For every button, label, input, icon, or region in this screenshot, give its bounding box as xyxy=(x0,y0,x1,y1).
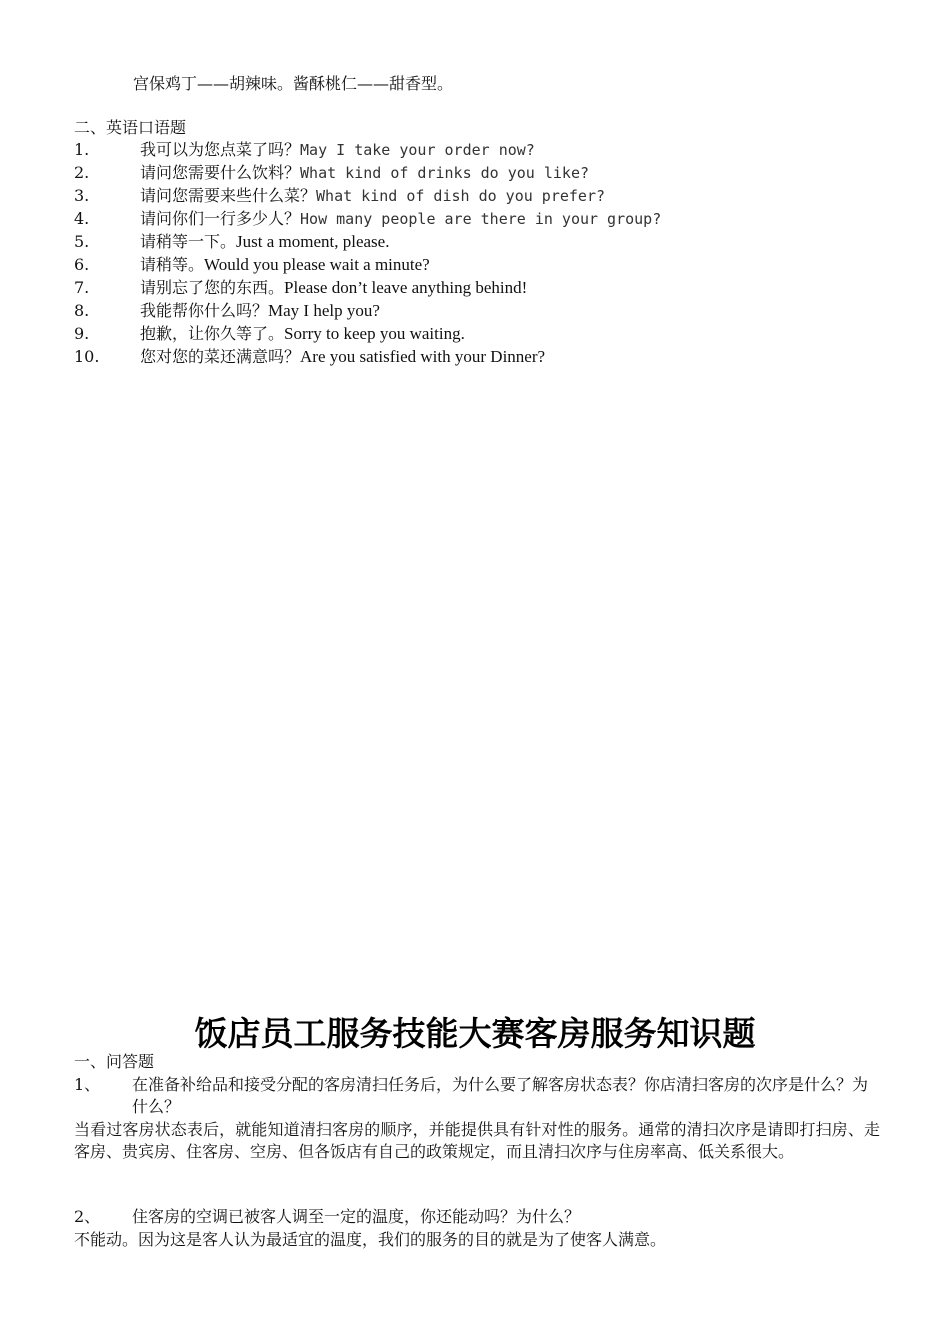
english-phrase: May I take your order now? xyxy=(300,141,535,159)
english-phrase: Sorry to keep you waiting. xyxy=(284,324,465,343)
item-number: 5. xyxy=(74,232,90,251)
chinese-phrase: 请问你们一行多少人？ xyxy=(140,209,301,228)
question-2 xyxy=(74,1206,880,1228)
intro-line: 宫保鸡丁——胡辣味。酱酥桃仁——甜香型。 xyxy=(133,74,454,93)
list-item xyxy=(74,301,874,324)
question-text: 住客房的空调已被客人调至一定的温度，你还能动吗？为什么？ xyxy=(132,1207,581,1226)
english-phrase: What kind of drinks do you like? xyxy=(300,164,589,182)
chinese-phrase: 请稍等。 xyxy=(140,255,205,274)
list-item xyxy=(74,324,874,347)
item-number: 2. xyxy=(74,163,90,182)
answer-1: 当看过客房状态表后，就能知道清扫客房的顺序，并能提供具有针对性的服务。通常的清扫次序是请即打扫房、走客房、贵宾房、住客房、空房、但各饭店有自己的政策规定，而且清扫次序与住房率高、低关系很大。 xyxy=(74,1120,880,1161)
item-number: 10. xyxy=(74,347,100,366)
list-item xyxy=(74,232,874,255)
qa-section-heading: 一、问答题 xyxy=(74,1052,155,1071)
list-item xyxy=(74,278,874,301)
question-text: 在准备补给品和接受分配的客房清扫任务后，为什么要了解客房状态表？你店清扫客房的次序是什么？为什么？ xyxy=(132,1075,869,1116)
english-phrase: How many people are there in your group? xyxy=(300,210,662,228)
item-number: 6. xyxy=(74,255,90,274)
english-phrase: May I help you? xyxy=(268,301,380,320)
english-phrase: Please don’t leave anything behind! xyxy=(284,278,528,297)
list-item xyxy=(74,186,874,209)
chinese-phrase: 我可以为您点菜了吗？ xyxy=(140,140,301,159)
answer-2: 不能动。因为这是客人认为最适宜的温度，我们的服务的目的就是为了使客人满意。 xyxy=(74,1230,667,1249)
english-section-heading: 二、英语口语题 xyxy=(74,118,187,137)
english-phrase: Are you satisfied with your Dinner? xyxy=(300,347,546,366)
chinese-phrase: 请稍等一下。 xyxy=(140,232,237,251)
item-number: 7. xyxy=(74,278,90,297)
list-item xyxy=(74,209,874,232)
english-phrase: Just a moment, please. xyxy=(236,232,390,251)
document-title: 饭店员工服务技能大赛客房服务知识题 xyxy=(194,1014,756,1053)
question-1 xyxy=(74,1074,880,1118)
chinese-phrase: 请问您需要什么饮料？ xyxy=(140,163,301,182)
english-phrase-list xyxy=(74,140,874,370)
question-number: 1、 xyxy=(74,1075,101,1094)
question-number: 2、 xyxy=(74,1207,101,1226)
chinese-phrase: 请别忘了您的东西。 xyxy=(140,278,285,297)
english-phrase: Would you please wait a minute? xyxy=(204,255,430,274)
chinese-phrase: 我能帮你什么吗？ xyxy=(140,301,269,320)
chinese-phrase: 您对您的菜还满意吗？ xyxy=(140,347,301,366)
item-number: 9. xyxy=(74,324,90,343)
chinese-phrase: 请问您需要来些什么菜？ xyxy=(140,186,317,205)
item-number: 4. xyxy=(74,209,90,228)
item-number: 3. xyxy=(74,186,90,205)
list-item xyxy=(74,255,874,278)
list-item xyxy=(74,140,874,163)
list-item xyxy=(74,163,874,186)
list-item xyxy=(74,347,874,370)
item-number: 1. xyxy=(74,140,90,159)
item-number: 8. xyxy=(74,301,90,320)
chinese-phrase: 抱歉，让你久等了。 xyxy=(140,324,285,343)
english-phrase: What kind of dish do you prefer? xyxy=(316,187,605,205)
